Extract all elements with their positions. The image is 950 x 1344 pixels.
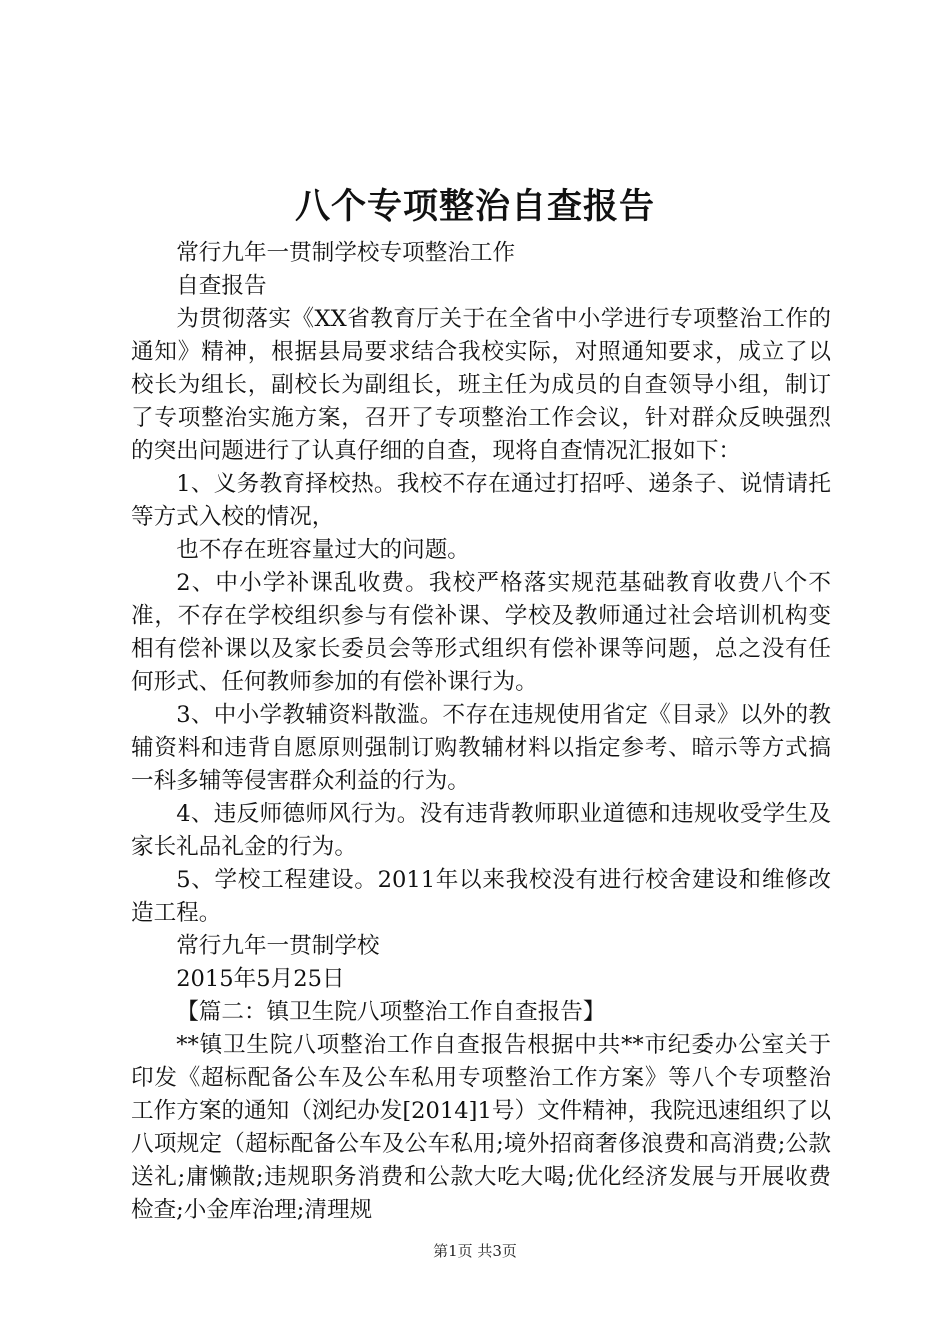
paragraph-school-heading: 常行九年一贯制学校专项整治工作 [176, 240, 516, 266]
paragraph-date: 2015年5月25日 [176, 966, 345, 992]
paragraph-signature: 常行九年一贯制学校 [176, 933, 380, 959]
paragraph-section-two-heading: 【篇二：镇卫生院八项整治工作自查报告】 [176, 999, 606, 1025]
document-title: 八个专项整治自查报告 [294, 186, 655, 227]
paragraph-intro: 为贯彻落实《XX省教育厅关于在全省中小学进行专项整治工作的通知》精神，根据县局要求结合我校实际，对照通知要求，成立了以校长为组长，副校长为副组长，班主任为成员的自查领导小组，制订了专项整治实施方案，召开了专项整治工作会议，针对群众反映强烈的突出问题进行了认真仔细的自查，现将自查情况汇报如下： [131, 306, 831, 464]
paragraph-item-5: 5、学校工程建设。2011年以来我校没有进行校舍建设和维修改造工程。 [131, 867, 831, 926]
paragraph-item-3: 3、中小学教辅资料散滥。不存在违规使用省定《目录》以外的教辅资料和违背自愿原则强制订购教辅材料以指定参考、暗示等方式搞一科多辅等侵害群众利益的行为。 [131, 702, 831, 794]
paragraph-item-1: 1、义务教育择校热。我校不存在通过打招呼、递条子、说情请托等方式入校的情况， [131, 471, 831, 530]
paragraph-item-2: 2、中小学补课乱收费。我校严格落实规范基础教育收费八个不准，不存在学校组织参与有偿补课、学校及教师通过社会培训机构变相有偿补课以及家长委员会等形式组织有偿补课等问题，总之没有任何形式、任何教师参加的有偿补课行为。 [131, 570, 831, 695]
paragraph-section-two-body: **镇卫生院八项整治工作自查报告根据中共**市纪委办公室关于印发《超标配备公车及公车私用专项整治工作方案》等八个专项整治工作方案的通知（浏纪办发[2014]1号）文件精神，我院迅速组织了以八项规定（超标配备公车及公车私用;境外招商奢侈浪费和高消费;公款送礼;庸懒散;违规职务消费和公款大吃大喝;优化经济发展与开展收费检查;小金库治理;清理规 [131, 1032, 831, 1223]
paragraph-item-1-cont: 也不存在班容量过大的问题。 [176, 537, 470, 563]
paragraph-item-4: 4、违反师德师风行为。没有违背教师职业道德和违规收受学生及家长礼品礼金的行为。 [131, 801, 831, 860]
document-body [131, 237, 831, 1227]
page-number-footer: 第1页 共3页 [433, 1242, 517, 1260]
paragraph-report-label: 自查报告 [176, 273, 267, 299]
